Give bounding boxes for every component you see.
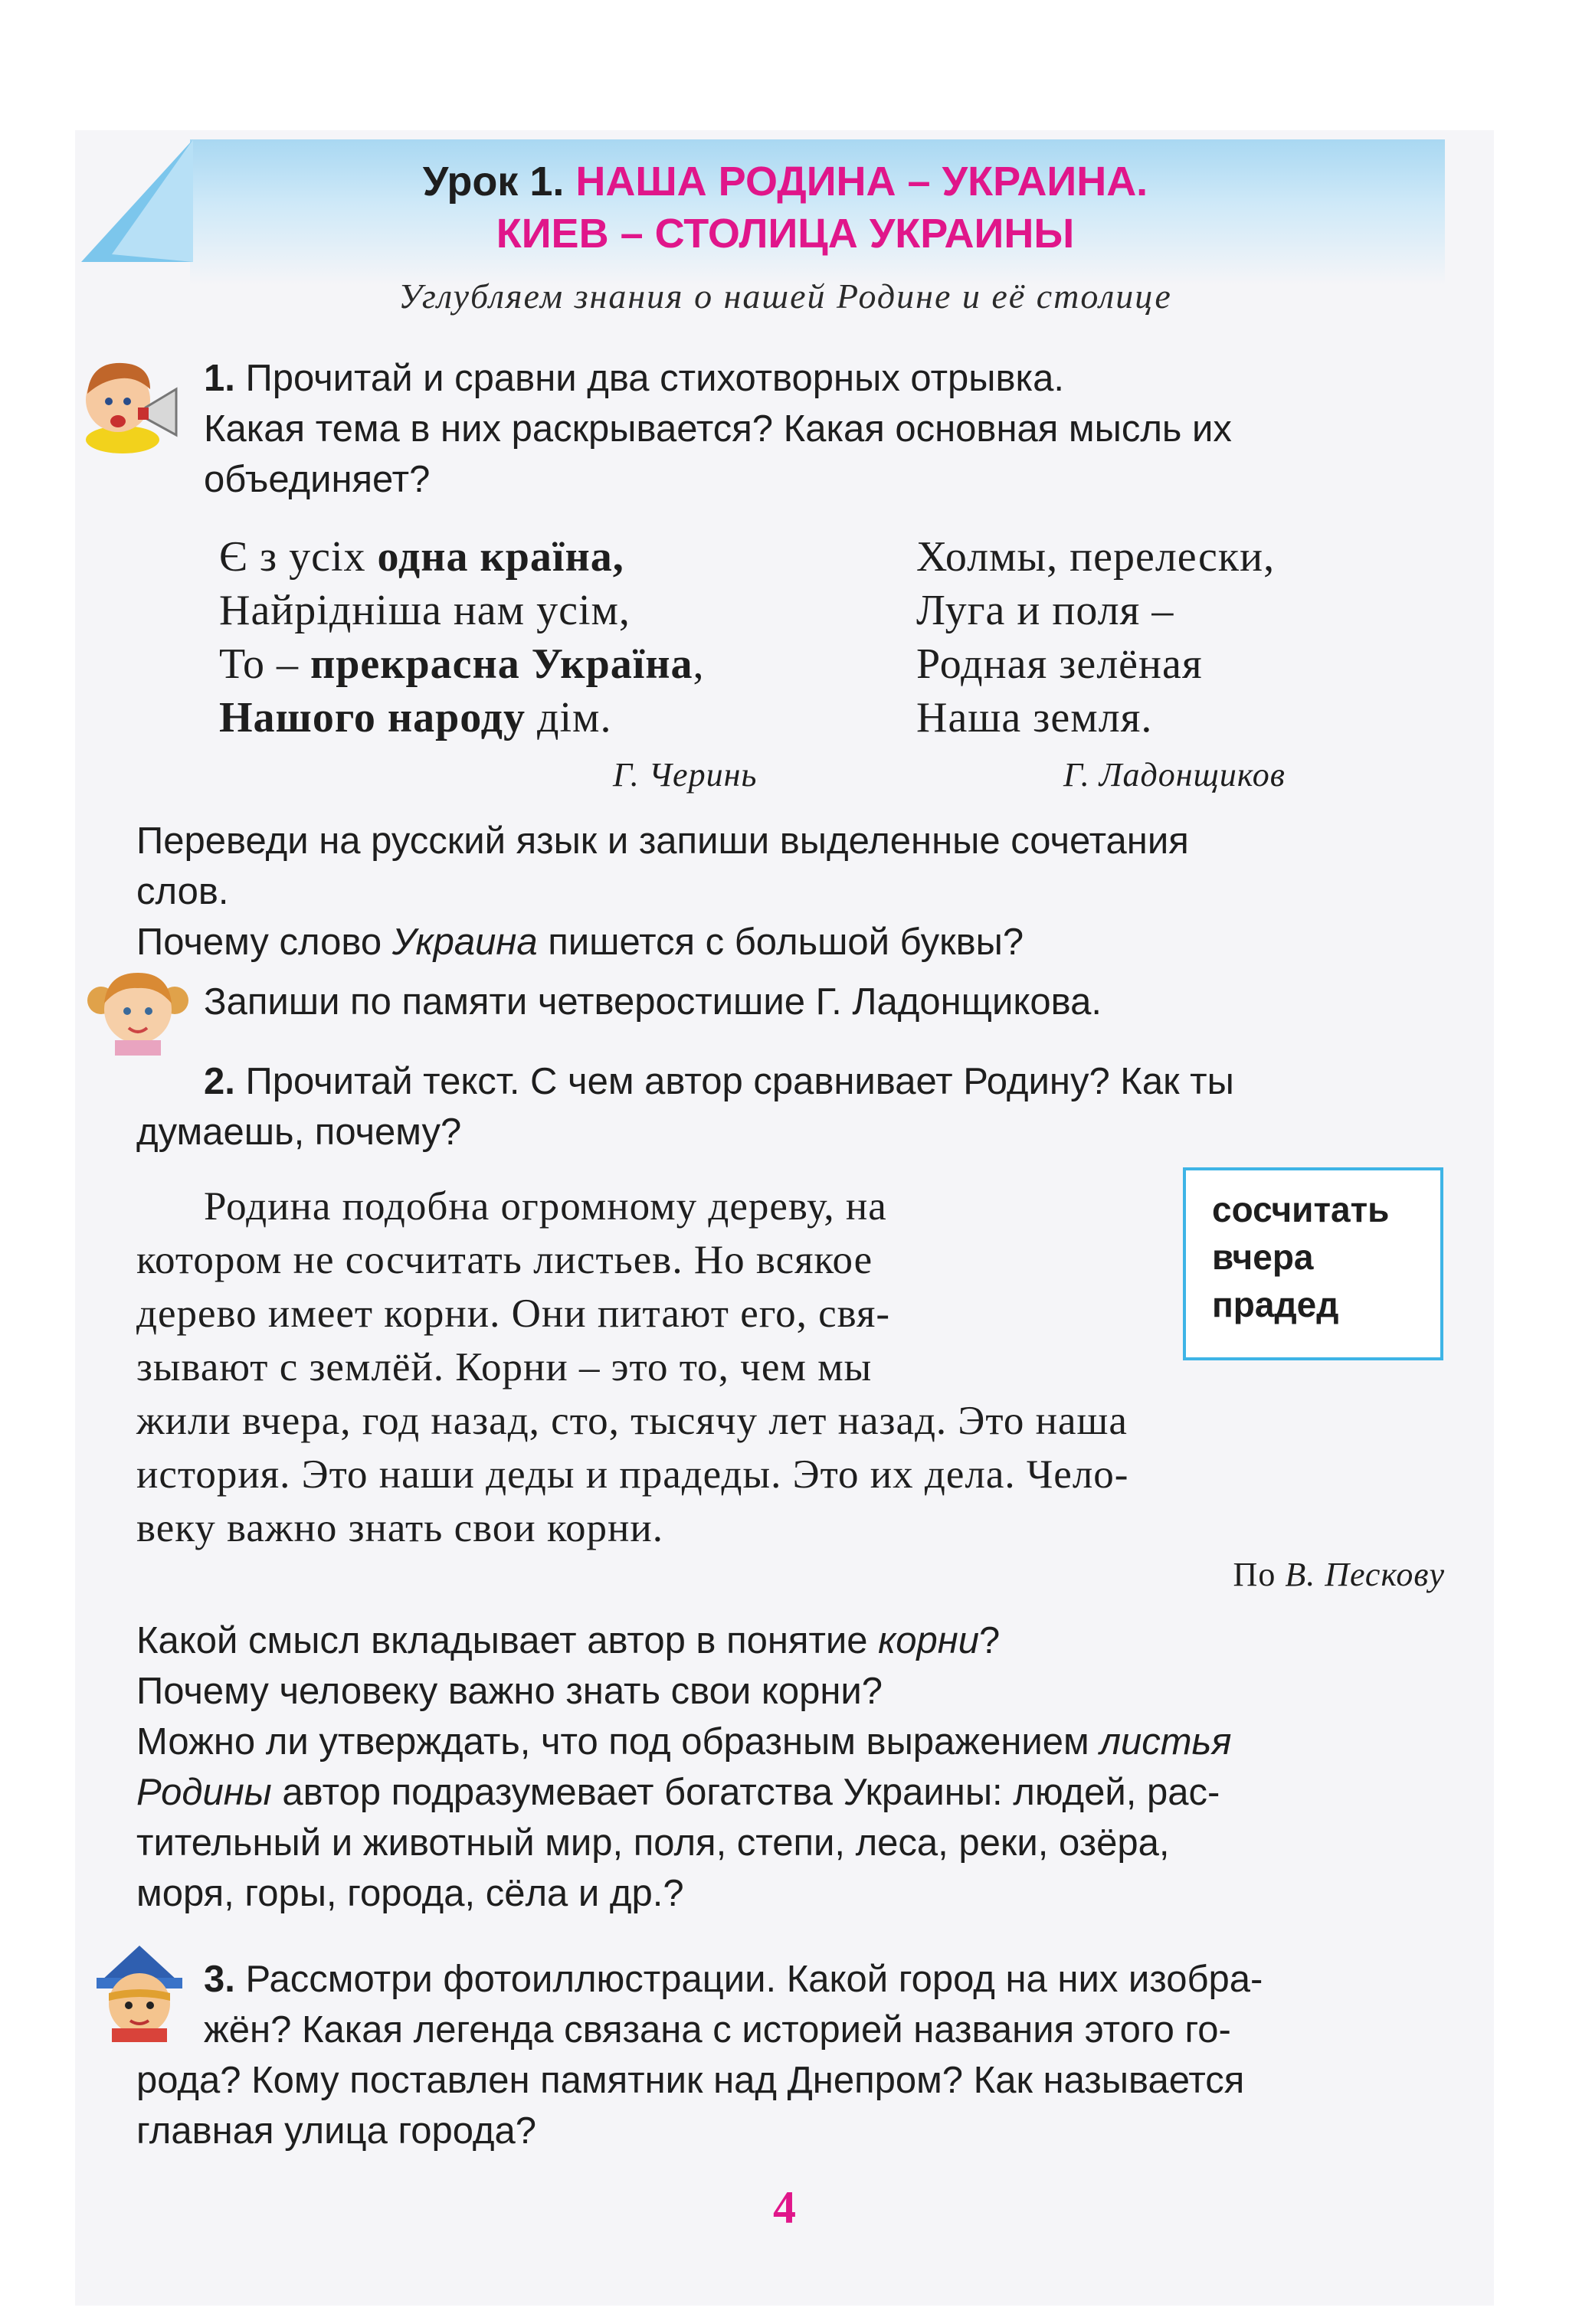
boy-megaphone-icon (75, 346, 190, 453)
task1-line2: Какая тема в них раскрывается? Какая основная мысль их (204, 408, 1232, 450)
task1-line1 (204, 354, 1064, 403)
italic-word: листья (1099, 1721, 1232, 1763)
task2-number: 2. (204, 1061, 235, 1102)
task3-number: 3. (204, 1959, 235, 2000)
task2-line2: думаешь, почему? (136, 1111, 462, 1153)
italic-word: Украина (391, 921, 538, 963)
poem-bold: Нашого народу (219, 694, 526, 741)
task2-question3 (136, 1717, 1445, 1766)
poem-text: Є з усіх (219, 533, 378, 581)
text: ? (979, 1620, 1001, 1661)
task2-question2: Почему человеку важно знать свои корни? (136, 1671, 883, 1712)
character-hat-icon (86, 1943, 193, 2042)
poem-bold: , (612, 533, 624, 581)
vocab-word: вчера (1212, 1237, 1314, 1277)
poem-left-line1 (219, 530, 624, 584)
lesson-title-line1 (190, 156, 1381, 207)
lesson-title-text: НАША РОДИНА – УКРАИНА. (575, 159, 1148, 205)
lesson-label: Урок 1. (422, 159, 565, 205)
task2-text-line3: дерево имеет корни. Они питают его, свя- (136, 1291, 891, 1336)
poem-right-line1: Холмы, перелески, (916, 533, 1276, 581)
task3-line1-text: Рассмотри фотоиллюстрации. Какой город на них изобра- (245, 1959, 1263, 2000)
girl-icon (84, 964, 192, 1056)
task2-text-line5: жили вчера, год назад, сто, тысячу лет назад. Это наша (136, 1399, 1128, 1443)
poem-text: дім. (526, 694, 612, 741)
task2-line1-text: Прочитай текст. С чем автор сравнивает Родину? Как ты (245, 1061, 1234, 1102)
vocab-word: сосчитать (1212, 1190, 1390, 1229)
source-author: В. Пескову (1285, 1556, 1445, 1593)
task1-after-line1: Переведи на русский язык и запиши выделенные сочетания (136, 820, 1189, 862)
text: пишется с большой буквы? (537, 921, 1024, 963)
poem-right-line3: Родная зелёная (916, 640, 1203, 688)
poem-text: То – (219, 640, 310, 688)
task2-text-line1: Родина подобна огромному дереву, на (204, 1184, 887, 1229)
task2-text-line7: веку важно знать свои корни. (136, 1506, 663, 1550)
task2-text-line4: зывают с землёй. Корни – это то, чем мы (136, 1345, 873, 1389)
poem-left-line3 (219, 637, 705, 691)
text: автор подразумевает богатства Украины: людей, рас- (271, 1772, 1220, 1813)
poem-text: , (693, 640, 705, 688)
task3-line4: главная улица города? (136, 2110, 537, 2152)
text: Можно ли утверждать, что под образным выражением (136, 1721, 1100, 1763)
poem-right-line2: Луга и поля – (916, 587, 1174, 634)
task2-text-line2: котором не сосчитать листьев. Но всякое (136, 1238, 873, 1282)
poem-right-line4: Наша земля. (916, 694, 1153, 741)
poem-left-line4 (219, 691, 612, 745)
task1-after-line3 (136, 918, 1024, 967)
poem-right-author: Г. Ладонщиков (1063, 756, 1286, 794)
text: Какой смысл вкладывает автор в понятие (136, 1620, 879, 1661)
page-curl-decoration (81, 139, 196, 262)
task3-line1 (204, 1955, 1445, 2004)
vocabulary-box (1183, 1167, 1443, 1360)
poem-left-author: Г. Черинь (613, 756, 758, 794)
source-prefix: По (1233, 1556, 1286, 1593)
poem-bold: одна країна (377, 533, 613, 581)
italic-word: Родины (136, 1772, 272, 1813)
task1-after-line4: Запиши по памяти четверостишие Г. Ладонщикова. (204, 981, 1102, 1023)
task2-text-line6: история. Это наши деды и прадеды. Это их дела. Чело- (136, 1452, 1129, 1497)
task2-question1 (136, 1616, 1000, 1665)
task1-line1-text: Прочитай и сравни два стихотворных отрывка. (245, 358, 1064, 399)
task2-line1 (204, 1057, 1445, 1106)
task3-line2: жён? Какая легенда связана с историей названия этого го- (204, 2009, 1231, 2051)
vocab-word: прадед (1212, 1285, 1339, 1324)
task2-question4 (136, 1768, 1445, 1817)
poem-left-line2: Найрідніша нам усім, (219, 587, 631, 634)
poem-bold: прекрасна Україна (310, 640, 693, 688)
task1-number: 1. (204, 358, 235, 399)
lesson-title-line2: КИЕВ – СТОЛИЦА УКРАИНЫ (496, 211, 1075, 257)
lesson-subtitle: Углубляем знания о нашей Родине и её столице (398, 277, 1172, 316)
task3-line3: рода? Кому поставлен памятник над Днепром? Как называется (136, 2060, 1245, 2101)
italic-word: корни (878, 1620, 979, 1661)
text: Почему слово (136, 921, 392, 963)
task1-after-line2: слов. (136, 871, 229, 912)
task2-source (1149, 1555, 1445, 1594)
task2-question6: моря, горы, города, сёла и др.? (136, 1873, 684, 1914)
task2-question5: тительный и животный мир, поля, степи, леса, реки, озёра, (136, 1822, 1170, 1864)
task1-line3: объединяет? (204, 459, 431, 500)
page-number: 4 (773, 2182, 796, 2233)
